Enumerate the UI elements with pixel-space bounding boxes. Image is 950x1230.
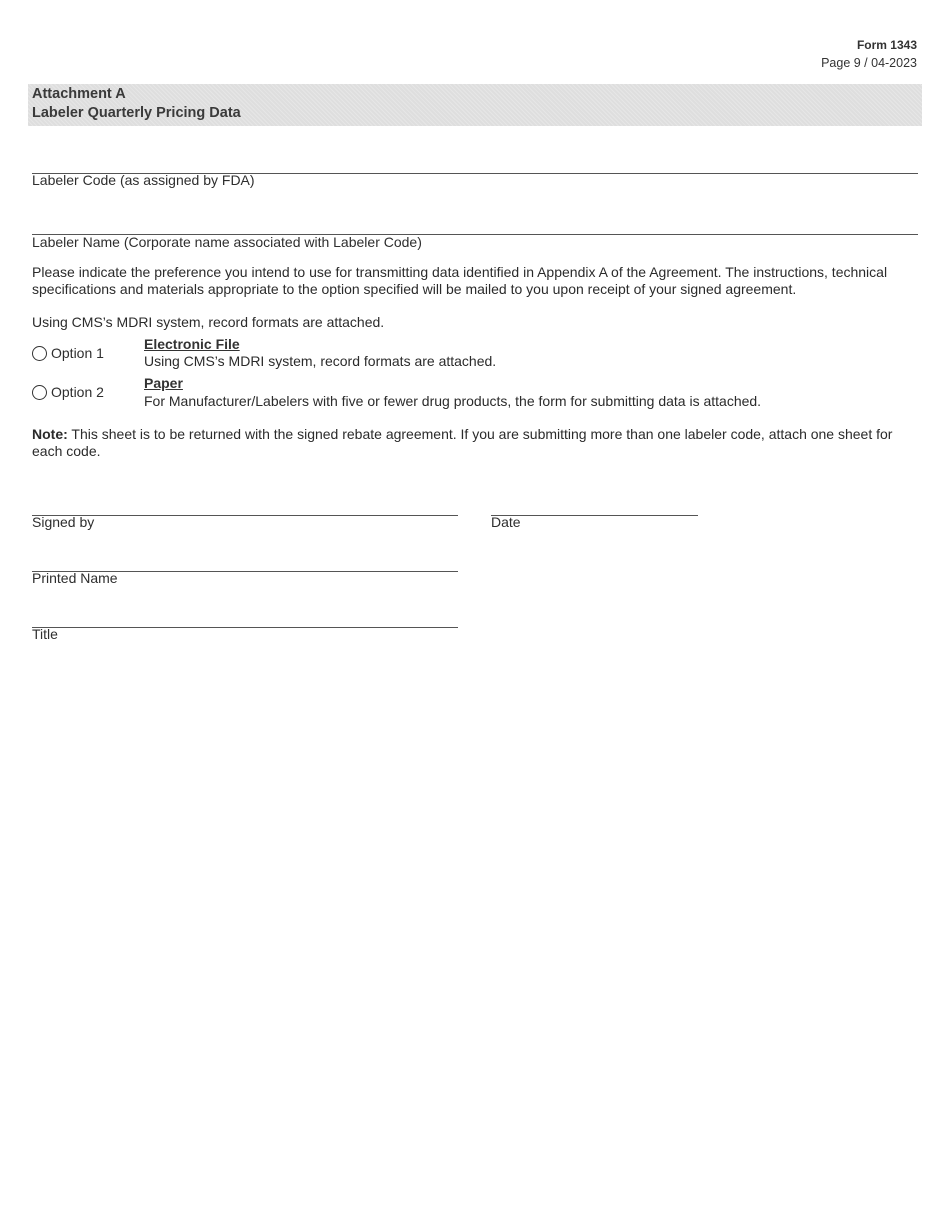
printed-name-label: Printed Name — [32, 570, 118, 586]
signed-by-field[interactable] — [32, 497, 458, 515]
option-2-label: Option 2 — [51, 384, 104, 400]
page-info: Page 9 / 04-2023 — [821, 56, 917, 70]
title-label: Title — [32, 626, 58, 642]
labeler-name-field[interactable] — [32, 216, 918, 234]
option-1-label: Option 1 — [51, 345, 104, 361]
signed-by-label: Signed by — [32, 514, 95, 530]
option-1-description: Using CMS’s MDRI system, record formats are attached. — [144, 353, 497, 369]
labeler-code-field[interactable] — [32, 155, 918, 173]
labeler-name-label: Labeler Name (Corporate name associated with Labeler Code) — [32, 234, 422, 250]
date-label: Date — [491, 514, 521, 530]
mdri-note: Using CMS’s MDRI system, record formats are attached. — [32, 314, 385, 330]
section-banner — [28, 84, 922, 126]
date-field[interactable] — [491, 497, 698, 515]
printed-name-field[interactable] — [32, 553, 458, 571]
attachment-heading: Attachment A — [32, 86, 126, 102]
option-2-title: Paper — [144, 375, 183, 391]
signed-by-line — [32, 515, 458, 516]
form-number: Form 1343 — [856, 38, 917, 52]
option-1-title: Electronic File — [144, 336, 240, 352]
option-1-radio[interactable] — [32, 346, 47, 361]
section-title: Labeler Quarterly Pricing Data — [32, 105, 241, 121]
instructions-paragraph: Please indicate the preference you intend to use for transmitting data identified in Appendix A of the Agreement. The instructions, technical specifications and materials appropriate to the option specified will be mailed to you upon receipt of your signed agreement. — [32, 264, 888, 297]
option-2-description: For Manufacturer/Labelers with five or fewer drug products, the form for submitting data is attached. — [144, 393, 762, 409]
note-paragraph — [32, 426, 910, 459]
labeler-code-label: Labeler Code (as assigned by FDA) — [32, 172, 255, 188]
note-text: This sheet is to be returned with the signed rebate agreement. If you are submitting more than one labeler code, attach one sheet for each code. — [32, 426, 893, 459]
option-2-radio[interactable] — [32, 385, 47, 400]
title-line — [32, 627, 458, 628]
note-prefix: Note: — [32, 426, 68, 442]
date-line — [491, 515, 698, 516]
title-field[interactable] — [32, 609, 458, 627]
